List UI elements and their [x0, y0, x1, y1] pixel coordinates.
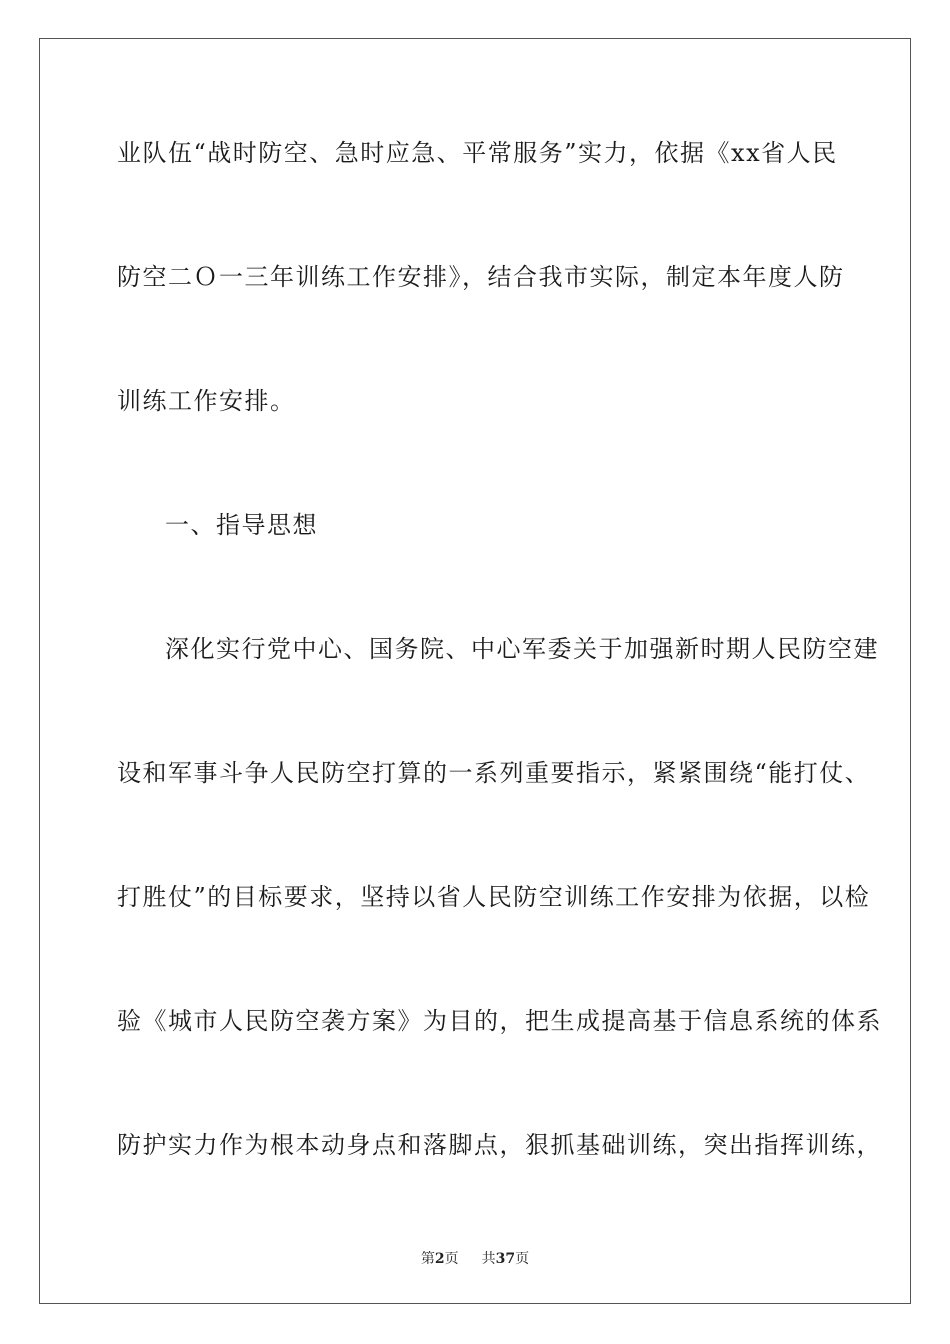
page-prefix: 第 — [420, 1251, 435, 1267]
section-heading: 一、指导思想 — [165, 511, 318, 539]
paragraph-line: 深化实行党中心、国务院、中心军委关于加强新时期人民防空建 — [165, 635, 879, 663]
paragraph-line: 打胜仗”的目标要求，坚持以省人民防空训练工作安排为依据，以检 — [117, 883, 871, 911]
paragraph-line: 防护实力作为根本动身点和落脚点，狠抓基础训练，突出指挥训练， — [117, 1131, 882, 1159]
paragraph-line: 训练工作安排。 — [117, 387, 296, 415]
paragraph-line: 防空二Ｏ一三年训练工作安排》，结合我市实际，制定本年度人防 — [117, 263, 845, 291]
paragraph-line: 设和军事斗争人民防空打算的一系列重要指示，紧紧围绕“能打仗、 — [117, 759, 871, 787]
total-prefix: 共 — [481, 1251, 496, 1267]
page-suffix: 页 — [444, 1251, 459, 1267]
page-footer — [0, 1248, 950, 1268]
page-number: 2 — [434, 1251, 445, 1267]
total-suffix: 页 — [515, 1251, 530, 1267]
page-border — [39, 38, 911, 1304]
paragraph-line: 业队伍“战时防空、急时应急、平常服务”实力，依据《xx省人民 — [117, 139, 838, 167]
total-pages: 37 — [495, 1251, 516, 1267]
paragraph-line: 验《城市人民防空袭方案》为目的，把生成提高基于信息系统的体系 — [117, 1007, 882, 1035]
